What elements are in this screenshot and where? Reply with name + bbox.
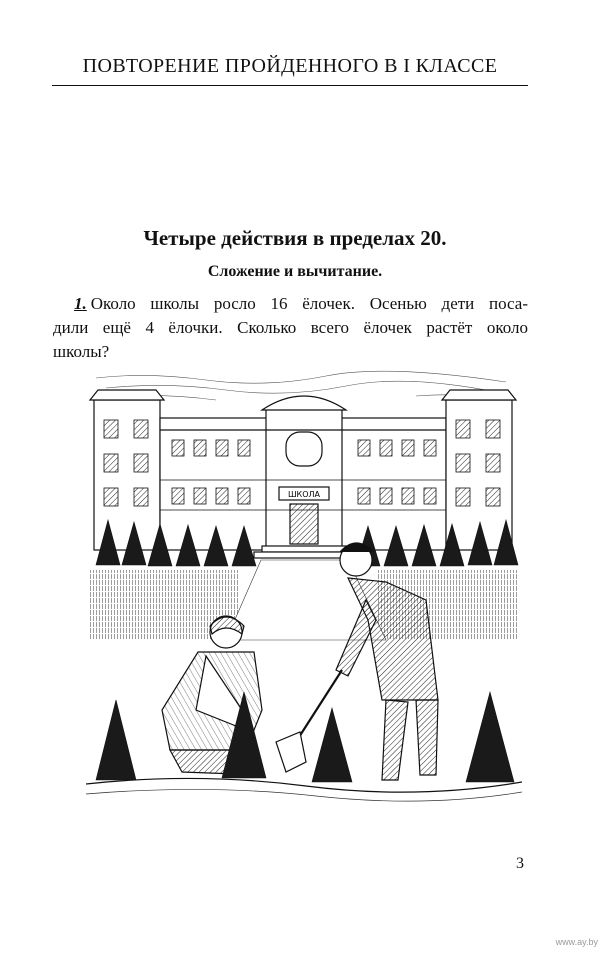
problem-line-3: школы? <box>53 342 110 361</box>
section-title: Четыре действия в пределах 20. <box>143 226 447 250</box>
page-number: 3 <box>516 855 524 872</box>
problem-1 <box>53 292 528 364</box>
watermark: www.ay.by <box>555 937 598 947</box>
problem-line-1 <box>74 292 528 316</box>
running-header: ПОВТОРЕНИЕ ПРОЙДЕННОГО В I КЛАССЕ <box>82 55 498 77</box>
school-tree-planting-illustration <box>86 370 522 810</box>
section-subtitle: Сложение и вычитание. <box>207 263 383 280</box>
fir-saplings <box>96 692 514 782</box>
problem-number: 1. <box>74 294 87 313</box>
problem-line-2: дили ещё 4 ёлочки. Сколько всего ёлочек растёт около <box>53 318 528 337</box>
header-rule <box>52 85 528 86</box>
school-sign-text: ШКОЛА <box>287 490 321 499</box>
problem-text-1: Около школы росло 16 ёлочек. Осенью дети поса- <box>90 294 528 313</box>
